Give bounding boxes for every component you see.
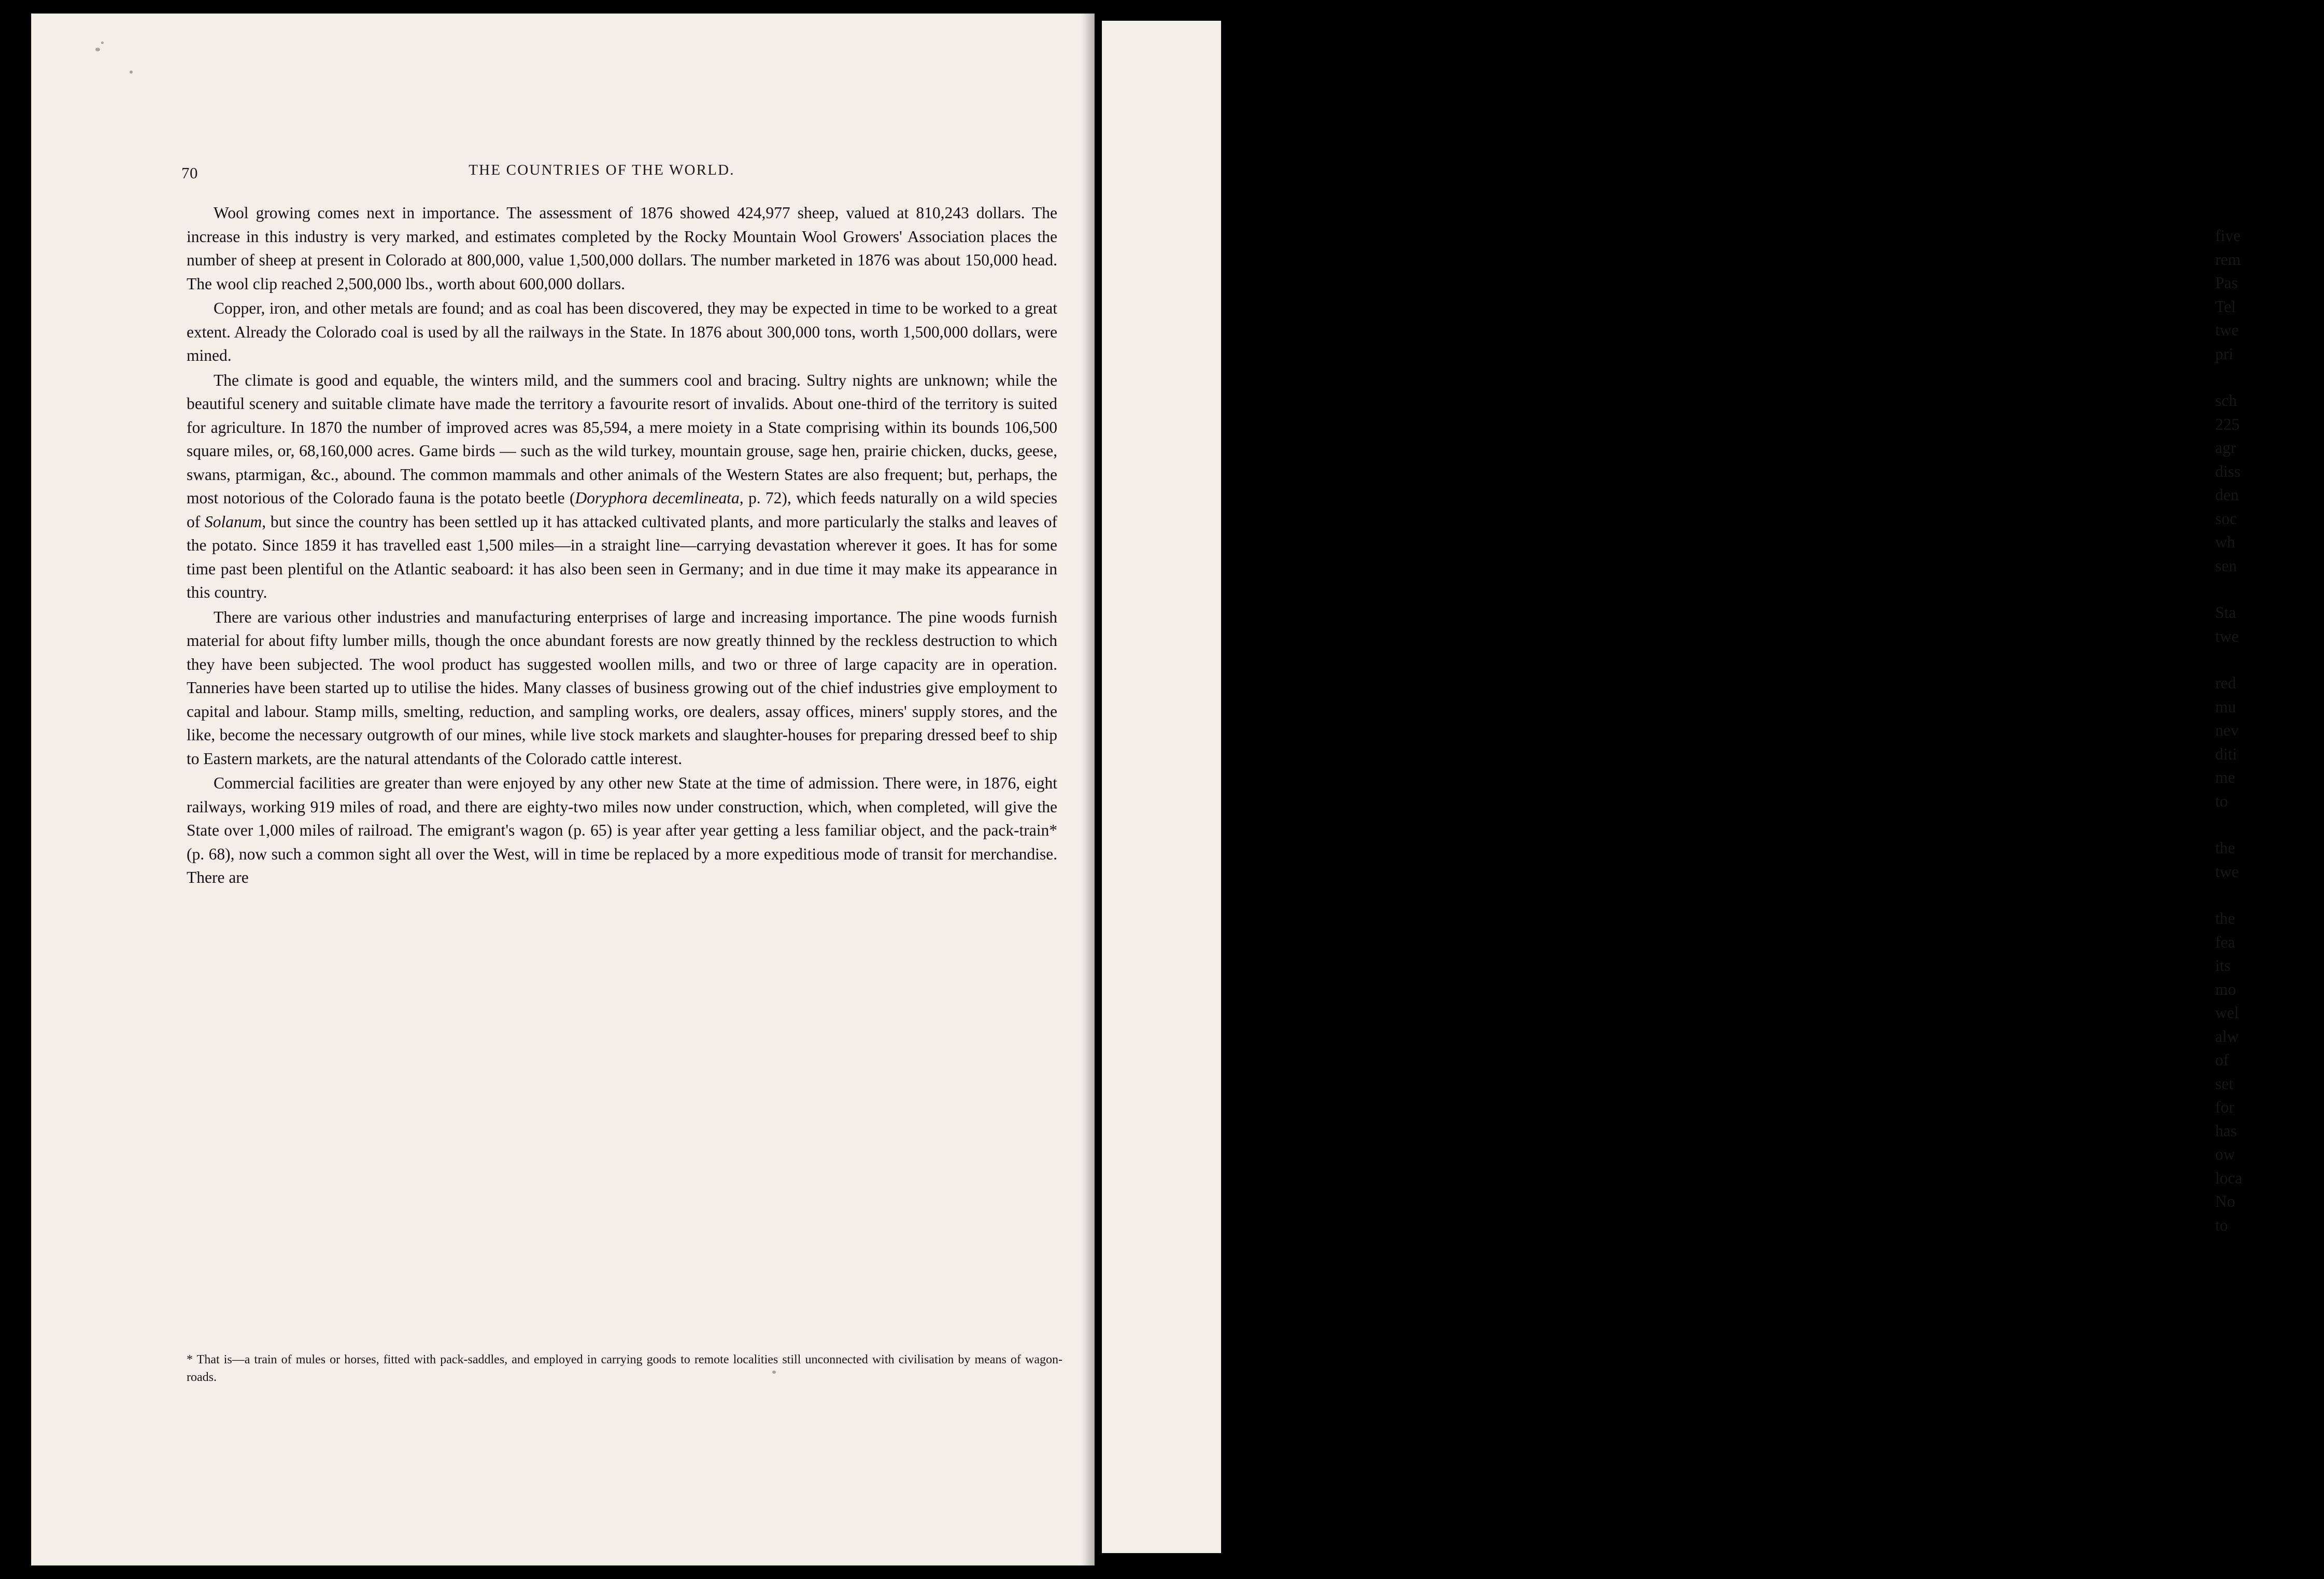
right-page-line: the [2215,909,2235,927]
page-number: 70 [181,164,198,182]
right-page-line: Pas [2215,274,2238,292]
right-page-line: mo [2215,980,2236,998]
right-page-line: its [2215,956,2231,975]
right-page-line-gap [2215,883,2324,907]
right-page-line: of [2215,1051,2229,1069]
right-page-line-gap [2215,365,2324,389]
document-page-left [31,13,1095,1566]
right-page-line: Tel [2215,297,2236,316]
right-page-line: twe [2215,627,2239,645]
right-page-line: den [2215,486,2239,504]
right-page-line: Sta [2215,603,2236,622]
running-head: THE COUNTRIES OF THE WORLD. [469,162,735,178]
right-page-line: soc [2215,509,2237,528]
right-page-line: red [2215,674,2236,692]
paragraph: Wool growing comes next in importance. The assessment of 1876 showed 424,977 sheep, valued at 810,243 dollars. The increase in this industry is very marked, and estimates completed by the Rocky Mountain Wool Growers' Association places the number of sheep at present in Colorado at 800,000, value 1,500,000 dollars. The number marketed in 1876 was about 150,000 head. The wool clip reached 2,500,000 lbs., worth about 600,000 dollars. [187,204,1057,293]
right-page-line: diss [2215,462,2241,481]
right-page-line: mu [2215,697,2236,716]
paragraph: Copper, iron, and other metals are found; and as coal has been discovered, they may be expected in time to be worked to a great extent. Already the Colorado coal is used by all the railways in the State. In 1876 about 300,000 tons, worth 1,500,000 dollars, were mined. [187,299,1057,364]
scan-speck [95,48,100,51]
right-page-line: to [2215,792,2228,810]
right-page-line: nev [2215,721,2239,739]
right-page-line: sen [2215,556,2237,575]
scan-speck [101,41,104,44]
right-page-line-gap [2215,813,2324,836]
document-page-right [1102,21,2243,1553]
paragraph: Commercial facilities are greater than were enjoyed by any other new State at the time of admission. There were, in 1876, eight railways, working 919 miles of road, and there are eighty-two miles now under construction, which, when completed, will give the State over 1,000 miles of railroad. The emigrant's wagon (p. 65) is year after year getting a less familiar object, and the pack-train* (p. 68), now such a common sight all over the West, will in time be replaced by a more expeditious mode of transit for merchandise. There are [187,774,1057,886]
right-page-line: wel [2215,1004,2239,1022]
footnote-text: * That is—a train of mules or horses, fitted with pack-saddles, and employed in carrying goods to remote localities still unconnected with civilisation by means of wagon-roads. [187,1353,1062,1384]
right-page-text-fragments [2215,224,2324,1551]
right-page-line: diti [2215,744,2237,763]
right-page-line: twe [2215,321,2239,339]
right-page-line: the [2215,839,2235,857]
right-page-line: to [2215,1216,2228,1234]
right-page-line: pri [2215,344,2233,363]
right-page-line: ow [2215,1145,2235,1163]
body-text [187,201,1057,891]
right-page-line: alw [2215,1027,2239,1046]
right-page-line: fea [2215,933,2235,951]
right-page-line-gap [2215,648,2324,671]
right-page-line: five [2215,227,2241,245]
right-page-line: No [2215,1192,2235,1210]
right-page-line: rem [2215,250,2241,269]
right-page-line: set [2215,1074,2233,1093]
right-page-line: twe [2215,862,2239,881]
right-page-line: sch [2215,391,2237,410]
right-page-line: for [2215,1098,2234,1116]
right-page-line-gap [2215,577,2324,601]
paragraph: There are various other industries and manufacturing enterprises of large and increasing importance. The pine woods furnish material for about fifty lumber mills, though the once abundant forests are now greatly thinned by the reckless destruction to which they have been subjected. The wool product has suggested woollen mills, and two or three of large capacity are in operation. Tanneries have been started up to utilise the hides. Many classes of business growing out of the chief industries give employment to capital and labour. Stamp mills, smelting, reduction, and sampling works, ore dealers, assay offices, miners' supply stores, and the like, become the necessary outgrowth of our mines, while live stock markets and slaughter-houses for preparing dressed beef to ship to Eastern markets, are the natural attendants of the Colorado cattle interest. [187,608,1057,768]
right-page-line: agr [2215,439,2236,457]
paragraph: The climate is good and equable, the winters mild, and the summers cool and bracing. Sultry nights are unknown; while the beautiful scenery and suitable climate have made the territory a favourite resort of invalids. About one-third of the territory is suited for agriculture. In 1870 the number of improved acres was 85,594, a mere moiety in a State comprising within its bounds 106,500 square miles, or, 68,160,000 acres. Game birds — such as the wild turkey, mountain grouse, sage hen, prairie chicken, ducks, geese, swans, ptarmigan, &c., abound. The common mammals and other animals of the Western States are also frequent; but, perhaps, the most notorious of the Colorado fauna is the potato beetle (Doryphora decemlineata, p. 72), which feeds naturally on a wild species of Solanum, but since the country has been settled up it has attacked cultivated plants, and more particularly the stalks and leaves of the potato. Since 1859 it has travelled east 1,500 miles—in a straight line—carrying devastation wherever it goes. It has for some time past been plentiful on the Atlantic seaboard: it has also been seen in Germany; and in due time it may make its appearance in this country. [187,371,1057,601]
right-page-line: loca [2215,1168,2243,1187]
scan-speck [130,71,133,74]
right-page-line: wh [2215,533,2235,551]
right-page-line: 225 [2215,415,2240,433]
right-page-line: me [2215,768,2235,786]
right-page-line: has [2215,1121,2237,1140]
footnote [187,1351,1062,1386]
